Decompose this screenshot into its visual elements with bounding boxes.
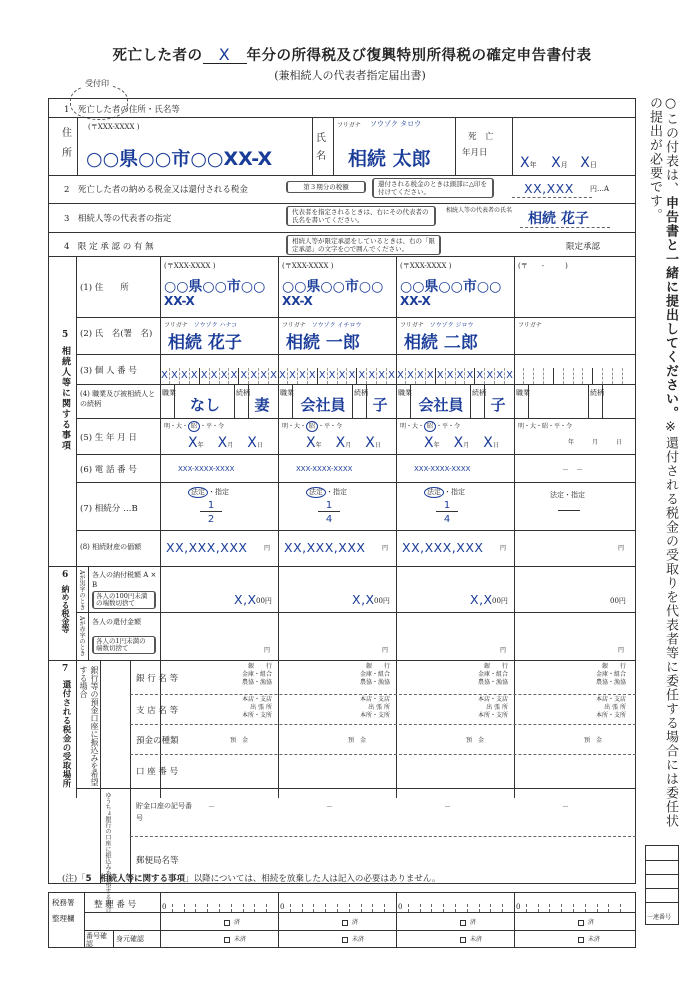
- mynumber-digit: X: [179, 368, 189, 384]
- heir-birthdate: X年 X月 X日: [188, 435, 263, 451]
- sec2-note1: 第３期分の税額: [286, 181, 366, 193]
- mynumber-digit: X: [169, 368, 179, 384]
- sec4-note: 相続人等が限定承認をしているときは、右の「限定承認」の文字を○で囲んでください。: [286, 235, 441, 255]
- mynumber-digit: X: [238, 368, 248, 384]
- limited-approval: 限定承認: [566, 242, 601, 252]
- mynumber-digit: [622, 368, 632, 384]
- mynumber-digit: X: [287, 368, 297, 384]
- legal-designation: 法定 ・指定: [306, 487, 347, 498]
- heir-mynumber: [278, 368, 396, 384]
- mynumber-digit: X: [327, 368, 337, 384]
- mynumber-digit: X: [425, 368, 435, 384]
- mynumber-digit: [543, 368, 553, 384]
- era-options: 明・大・ 昭 ・平・令: [400, 423, 461, 430]
- heir-phone: XXX-XXXX-XXXX: [296, 465, 353, 473]
- heir-assets: XX,XXX,XXX: [166, 540, 248, 555]
- mynumber-digit: X: [464, 368, 474, 384]
- share-numerator: 1: [318, 500, 340, 512]
- mynumber-digit: [553, 368, 563, 384]
- heir-tax-due: X,X: [470, 592, 493, 607]
- mynumber-digit: X: [209, 368, 219, 384]
- row-label-assets: (8) 相続財産の価額: [80, 543, 142, 551]
- heir-name: 相続 二郎: [404, 333, 478, 353]
- heir-mynumber: [396, 368, 514, 384]
- mynumber-digit: [612, 368, 622, 384]
- form-subtitle: (兼相続人の代表者指定届出書): [274, 69, 426, 82]
- row-label-name: (2) 氏 名(署 名): [80, 329, 153, 339]
- death-date: X年 X月 X日: [520, 155, 597, 171]
- sec6-pay-label: 各人の納付税額 A × B: [92, 571, 157, 589]
- share-denominator: 4: [325, 514, 333, 525]
- share-numerator: 1: [200, 500, 222, 512]
- row-label-share: (7) 相続分 …B: [80, 504, 138, 514]
- mynumber-digit: [514, 368, 523, 384]
- era-options: 明・大・昭・平・令: [518, 423, 573, 430]
- sec6-refund-label: 各人の還付金額: [92, 618, 141, 626]
- mynumber-digit: [602, 368, 612, 384]
- deceased-address: ○○県○○市○○XX-X: [86, 148, 273, 170]
- heir-assets: XX,XXX,XXX: [284, 540, 366, 555]
- representative-name: 相続 花子: [528, 211, 589, 227]
- row-label-birth: (5) 生 年 月 日: [80, 433, 137, 443]
- heir-job: 会社員: [418, 396, 464, 414]
- heir-phone: XXX-XXXX-XXXX: [178, 465, 235, 473]
- mynumber-digit: X: [307, 368, 317, 384]
- mynumber-digit: X: [279, 370, 286, 381]
- serial-number-label: 一連番号: [647, 914, 672, 921]
- heir-phone: XXX-XXXX-XXXX: [414, 465, 471, 473]
- row-label-phone: (6) 電 話 番 号: [80, 465, 137, 475]
- heir-address-2: XX-X: [282, 294, 313, 308]
- share-denominator: 4: [443, 514, 451, 525]
- legal-designation: 法定 ・指定: [188, 487, 229, 498]
- sec7-side-label: 還付される税金の受取場所: [61, 680, 71, 788]
- heir-job: なし: [189, 396, 220, 414]
- heir-assets: XX,XXX,XXX: [402, 540, 484, 555]
- mynumber-digit: X: [297, 368, 307, 384]
- branch-type-options: 本店・支店 出 張 所 本所・支所: [477, 696, 508, 719]
- heir-relationship: 妻: [254, 396, 270, 414]
- mynumber-digit: X: [494, 368, 504, 384]
- heir-job: 会社員: [300, 396, 346, 414]
- sec4-label: 4 限 定 承 認 の 有 無: [64, 242, 154, 252]
- mynumber-digit: [592, 368, 602, 384]
- heir-tax-due: X,X: [352, 592, 375, 607]
- sec2-note2: 還付される税金のときは頭部に△印を付けてください。: [372, 178, 494, 198]
- mynumber-digit: X: [415, 368, 425, 384]
- heir-furigana: ソウゾク ハナコ: [193, 322, 238, 329]
- share-numerator: 1: [436, 500, 458, 512]
- heir-birthdate: X年 X月 X日: [424, 435, 499, 451]
- row-label-job: (4) 職業及び被相続人との続柄: [80, 390, 156, 408]
- mynumber-digit: X: [248, 368, 258, 384]
- mynumber-digit: [573, 368, 583, 384]
- heir-mynumber: [514, 368, 632, 384]
- mynumber-digit: [533, 368, 543, 384]
- mynumber-digit: X: [504, 368, 514, 384]
- sec2-label: 2 死亡した者の納める税金又は還付される税金: [64, 185, 248, 195]
- mynumber-digit: X: [445, 368, 455, 384]
- mynumber-digit: X: [268, 368, 278, 384]
- title-year: X: [203, 47, 247, 64]
- heir-birthdate: X年 X月 X日: [306, 435, 381, 451]
- mynumber-digit: X: [258, 368, 268, 384]
- sec1-address-label: 住所: [62, 128, 72, 159]
- deceased-name: 相続 太郎: [348, 148, 431, 170]
- bank-type-options: 銀 行 金庫・組合 農協・漁協: [595, 663, 626, 686]
- mynumber-digit: X: [199, 368, 209, 384]
- tax-amount: XX,XXX: [524, 181, 574, 196]
- heir-address: ○○県○○市○○: [164, 279, 266, 295]
- branch-type-options: 本店・支店 出 張 所 本所・支所: [595, 696, 626, 719]
- bank-type-options: 銀 行 金庫・組合 農協・漁協: [477, 663, 508, 686]
- sec6-side-label: 納める税金等: [61, 585, 71, 633]
- bank-type-options: 銀 行 金庫・組合 農協・漁協: [241, 663, 272, 686]
- mynumber-digit: X: [405, 368, 415, 384]
- branch-type-options: 本店・支店 出 張 所 本所・支所: [359, 696, 390, 719]
- heir-name: 相続 花子: [168, 333, 242, 353]
- mynumber-digit: [582, 368, 592, 384]
- mynumber-digit: X: [397, 370, 404, 381]
- mynumber-digit: X: [376, 368, 386, 384]
- mynumber-digit: X: [455, 368, 465, 384]
- side-note: ○この付表は、申告書と一緒に提出してください。※還付される税金の受取りを代表者等に委任する場合には委任状の提出が必要です。: [647, 96, 678, 828]
- heir-postal: (〒XXX-XXXX ): [164, 262, 216, 270]
- reception-stamp-label: 受付印: [82, 78, 112, 89]
- ref-number-label: 整 理 番 号: [94, 900, 137, 910]
- heir-address-2: XX-X: [400, 294, 431, 308]
- mynumber-digit: [523, 368, 533, 384]
- sec1-label: 1 死亡した者の住所・氏名等: [64, 105, 180, 115]
- deceased-postal: (〒XXX-XXXX ): [88, 123, 140, 131]
- mynumber-digit: X: [386, 368, 396, 384]
- heir-address: ○○県○○市○○: [282, 279, 384, 295]
- mynumber-digit: X: [356, 368, 366, 384]
- form-title: 死亡した者の X 年分の所得税及び復興特別所得税の確定申告書付表: [112, 45, 592, 64]
- heir-furigana: ソウゾク ジロウ: [429, 322, 474, 329]
- era-options: 明・大・ 昭 ・平・令: [282, 423, 343, 430]
- mynumber-digit: X: [366, 368, 376, 384]
- mynumber-digit: X: [161, 370, 168, 381]
- heir-postal: (〒XXX-XXXX ): [400, 262, 452, 270]
- heir-relationship: 子: [490, 396, 506, 414]
- sec3-note: 代表者を指定されるときは、右にその代表者の氏名を書いてください。: [286, 206, 436, 226]
- legal-designation: 法定 ・指定: [424, 487, 465, 498]
- mynumber-digit: X: [435, 368, 445, 384]
- mynumber-digit: X: [337, 368, 347, 384]
- share-denominator: 2: [207, 514, 215, 525]
- footnote: (注)「5 相続人等に関する事項」以降については、相続を放棄した人は記入の必要はありません。: [62, 874, 441, 884]
- serial-number-boxes: [645, 845, 679, 925]
- heir-name: 相続 一郎: [286, 333, 360, 353]
- heir-address: ○○県○○市○○: [400, 279, 502, 295]
- mynumber-digit: X: [317, 368, 327, 384]
- mynumber-digit: X: [474, 368, 484, 384]
- deceased-furigana: ソウゾク タロウ: [370, 120, 422, 128]
- mynumber-digit: X: [228, 368, 238, 384]
- row-label-mynumber: (3) 個 人 番 号: [80, 366, 137, 376]
- heir-relationship: 子: [372, 396, 388, 414]
- row-label-address: (1) 住 所: [80, 283, 129, 293]
- bank-type-options: 銀 行 金庫・組合 農協・漁協: [359, 663, 390, 686]
- sec5-side-label: 相続人等に関する事項: [60, 346, 70, 451]
- mynumber-digit: X: [484, 368, 494, 384]
- mynumber-digit: X: [219, 368, 229, 384]
- mynumber-digit: [563, 368, 573, 384]
- heir-furigana: ソウゾク イチロウ: [311, 322, 362, 329]
- branch-type-options: 本店・支店 出 張 所 本所・支所: [241, 696, 272, 719]
- heir-address-2: XX-X: [164, 294, 195, 308]
- heir-tax-due: X,X: [234, 592, 257, 607]
- sec1-name-label: 氏名: [316, 133, 326, 162]
- sec3-label: 3 相続人等の代表者の指定: [64, 214, 172, 224]
- heir-postal: (〒XXX-XXXX ): [282, 262, 334, 270]
- heir-mynumber: [160, 368, 278, 384]
- mynumber-digit: X: [189, 368, 199, 384]
- era-options: 明・大・ 昭 ・平・令: [164, 423, 225, 430]
- mynumber-digit: X: [346, 368, 356, 384]
